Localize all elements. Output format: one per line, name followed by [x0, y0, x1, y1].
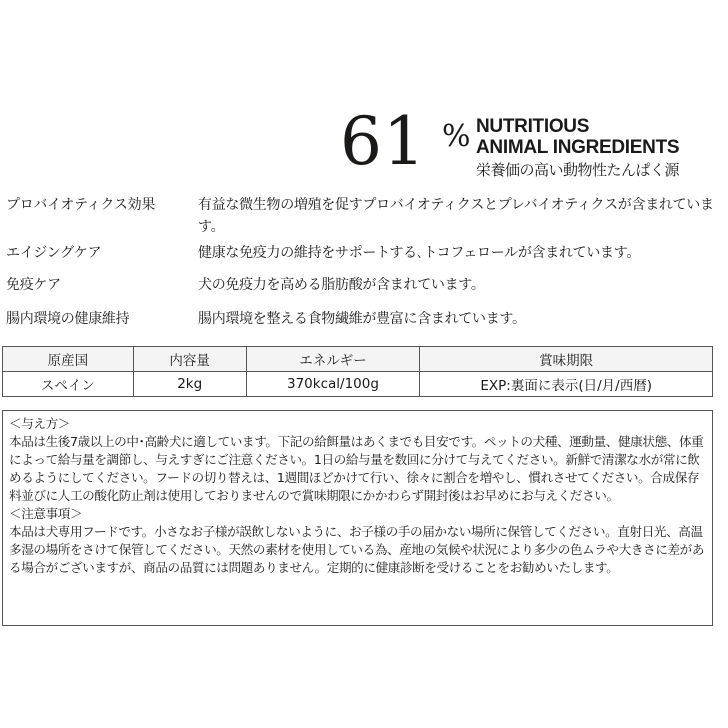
notes-box: [2, 410, 713, 626]
percent-number: 61: [340, 103, 426, 180]
spec-header-expiry: 賞味期限: [420, 347, 713, 372]
spec-value-content: 2kg: [133, 372, 246, 397]
spec-value-expiry: EXP:裏面に表示(日/月/西暦): [420, 372, 713, 397]
feature-description: 犬の免疫力を高める脂肪酸が含まれています。: [198, 277, 485, 293]
feature-label: 免疫ケア: [6, 277, 61, 293]
spec-header-content: 内容量: [133, 347, 246, 372]
spec-value-origin: スペイン: [3, 372, 134, 397]
feeding-heading: ＜与え方＞: [9, 416, 70, 431]
feature-description: 健康な免疫力の維持をサポートする､トコフェロールが含まれています。: [198, 245, 641, 261]
hero-section: [340, 103, 710, 184]
feature-description: 腸内環境を整える食物繊維が豊富に含まれています。: [198, 311, 526, 327]
feature-label: エイジングケア: [6, 245, 102, 261]
feature-label: 腸内環境の健康維持: [6, 311, 130, 327]
headline-line1: NUTRITIOUS: [476, 116, 590, 137]
feature-description: 有益な微生物の増殖を促すプロバイオティクスとプレバイオティクスが含まれています。: [198, 197, 714, 235]
spec-header-energy: エネルギー: [246, 347, 420, 372]
caution-text: 本品は犬専用フードです。小さなお子様が誤飲しないように、お子様の手の届かない場所に保管してください。直射日光、高温多湿の場所をさけて保管してください。天然の素材を使用している為、産地の気候や状況により多少の色ムラや大きさに差がある場合がございますが、商品の品質には問題ありません。定期的に健康診断を受けることをお勧めいたします。: [9, 524, 705, 575]
feature-label: プロバイオティクス効果: [6, 197, 156, 213]
spec-value-row: [3, 372, 713, 397]
spec-value-energy: 370kcal/100g: [246, 372, 420, 397]
feeding-text: 本品は生後7歳以上の中･高齢犬に適しています。下記の給餌量はあくまでも目安です。ペットの犬種、運動量、健康状態、体重によって給与量を調節し、与えすぎにご注意ください。1日の給与量を数回に分けて与えてください。新鮮で清潔な水が常に飲めるようにしてください。フードの切り替えは、1週間ほどかけて行い、徐々に割合を増やし、慣れさせてください。合成保存料並びに人工の酸化防止剤は使用しておりませんので賞味期限にかかわらず開封後はお早めにお与えください。: [9, 434, 704, 503]
spec-table: [2, 346, 713, 397]
spec-header-origin: 原産国: [3, 347, 134, 372]
caution-heading: ＜注意事項＞: [9, 506, 83, 521]
headline-subtitle-jp: 栄養価の高い動物性たんぱく源: [476, 161, 680, 179]
spec-header-row: [3, 347, 713, 372]
percent-sign: %: [442, 119, 471, 154]
headline-line2: ANIMAL INGREDIENTS: [476, 137, 680, 158]
